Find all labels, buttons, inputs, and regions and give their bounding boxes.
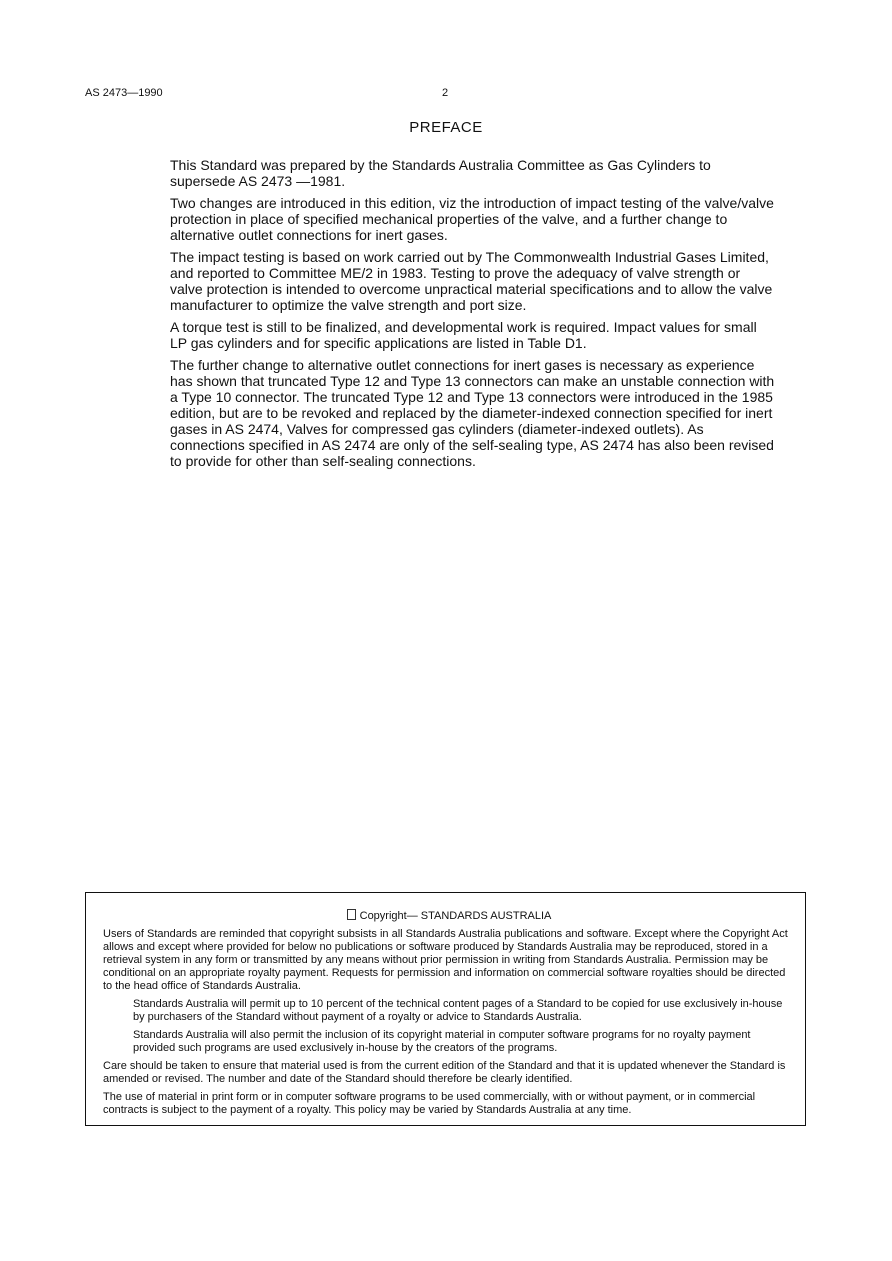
preface-title: PREFACE (409, 119, 483, 136)
copyright-title (103, 909, 795, 923)
page-number: 2 (442, 87, 449, 99)
preface-paragraph: This Standard was prepared by the Standards Australia Committee as Gas Cylinders to supersede AS 2473 —1981. (170, 157, 711, 189)
copyright-symbol-icon (347, 909, 356, 920)
preface-paragraph: Two changes are introduced in this edition, viz the introduction of impact testing of the valve/valve protection in place of specified mechanical properties of the valve, and a further change to alternative outlet connections for inert gases. (170, 195, 774, 243)
document-header-standard-id: AS 2473—1990 (85, 87, 163, 99)
copyright-title-text: Copyright— STANDARDS AUSTRALIA (359, 910, 552, 922)
copyright-paragraph: Care should be taken to ensure that material used is from the current edition of the Standard and that it is updated whenever the Standard is amended or revised. The number and date of the Standard should therefore be clearly identified. (103, 1060, 786, 1085)
preface-paragraph: A torque test is still to be finalized, and developmental work is required. Impact values for small LP gas cylinders and for specific applications are listed in Table D1. (170, 319, 757, 351)
preface-paragraph: The impact testing is based on work carried out by The Commonwealth Industrial Gases Limited, and reported to Committee ME/2 in 1983. Testing to prove the adequacy of valve strength or valve protection is intended to overcome unpractical material specifications and to allow the valve manufacturer to optimize the valve strength and port size. (170, 249, 773, 313)
preface-paragraph: The further change to alternative outlet connections for inert gases is necessary as experience has shown that truncated Type 12 and Type 13 connectors can make an unstable connection with a Type 10 connector. The truncated Type 12 and Type 13 connectors were introduced in the 1985 edition, but are to be revoked and replaced by the diameter-indexed connection specified for inert gases in AS 2474, Valves for compressed gas cylinders (diameter-indexed outlets). As connections specified in AS 2474 are only of the self-sealing type, AS 2474 has also been revised to provide for other than self-sealing connections. (170, 357, 775, 469)
copyright-paragraph: Standards Australia will permit up to 10 percent of the technical content pages of a Standard to be copied for use exclusively in-house by purchasers of the Standard without payment of a royalty or advice to Standards Australia. (133, 998, 783, 1023)
copyright-paragraph: Standards Australia will also permit the inclusion of its copyright material in computer software programs for no royalty payment provided such programs are used exclusively in-house by the creators of the programs. (133, 1029, 751, 1054)
copyright-notice-box (85, 892, 806, 1126)
preface-body (170, 157, 776, 475)
copyright-paragraph: The use of material in print form or in computer software programs to be used commercially, with or without payment, or in commercial contracts is subject to the payment of a royalty. This policy may be varied by Standards Australia at any time. (103, 1091, 756, 1116)
copyright-paragraph: Users of Standards are reminded that copyright subsists in all Standards Australia publications and software. Except where the Copyright Act allows and except where provided for below no publications or software produced by Standards Australia may be reproduced, stored in a retrieval system in any form or transmitted by any means without prior permission in writing from Standards Australia. Permission may be conditional on an appropriate royalty payment. Requests for permission and information on commercial software royalties should be directed to the head office of Standards Australia. (103, 928, 788, 992)
